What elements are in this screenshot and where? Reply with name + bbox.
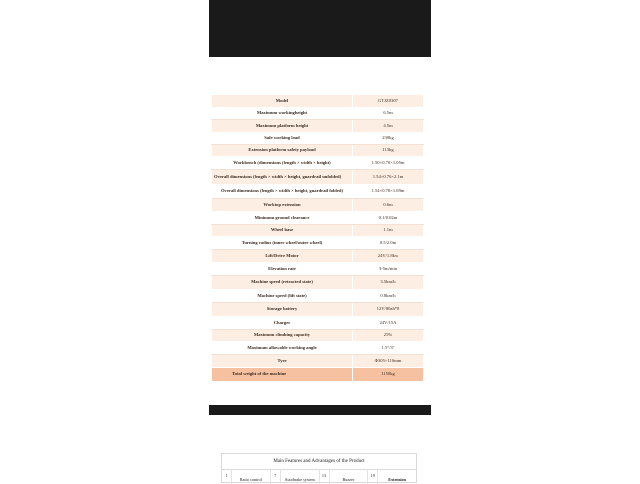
spec-value: 24V/1.8kw (353, 250, 424, 263)
spec-parameter: Turning radius (inner wheel/outer wheel) (212, 237, 353, 250)
spec-value: 230kg (353, 133, 424, 145)
spec-value: 1.1m (353, 225, 424, 237)
spec-value: 24V/15A (353, 317, 424, 330)
spec-row (212, 276, 424, 290)
spec-value: 0.6m (353, 199, 424, 212)
spec-value: 1.50×0.70×1.05m (353, 157, 424, 170)
spec-parameter: Machine speed (lift state) (212, 290, 353, 303)
spec-row (212, 145, 424, 157)
spec-parameter: Elevation rate (212, 263, 353, 276)
spec-parameter: Maximum workingheight (212, 108, 353, 120)
spec-row (212, 108, 424, 120)
spec-value: GTJZ0307 (353, 95, 424, 108)
spec-value: 0.8km/h (353, 290, 424, 303)
spec-value: 1.54×0.76×2.1m (353, 170, 424, 185)
spec-parameter: Safe working load (212, 133, 353, 145)
spec-row (212, 368, 424, 382)
spec-value: 25% (353, 330, 424, 342)
spec-row (212, 250, 424, 263)
spec-row (212, 290, 424, 303)
spec-row (212, 237, 424, 250)
spec-row (212, 330, 424, 342)
spec-row (212, 263, 424, 276)
spec-parameter: Tyre (212, 355, 353, 368)
spec-parameter: Model (212, 95, 353, 108)
feature-number: 13 (320, 470, 330, 484)
spec-parameter: Maximum platform height (212, 120, 353, 133)
spec-parameter: Machine speed (retracted state) (212, 276, 353, 290)
spec-parameter: Worktop extension (212, 199, 353, 212)
image-bottom-dark-band (209, 405, 431, 415)
spec-row (212, 212, 424, 225)
feature-label: Buzzer (330, 470, 369, 484)
spec-row (212, 133, 424, 145)
features-row (222, 470, 416, 484)
spec-parameter: Lift/Drive Motor (212, 250, 353, 263)
spec-value: 4.5m (353, 120, 424, 133)
spec-row (212, 303, 424, 317)
spec-row (212, 199, 424, 212)
feature-label: Extension (388, 477, 406, 482)
spec-parameter: Maximum climbing capacity (212, 330, 353, 342)
spec-row (212, 95, 424, 108)
spec-parameter: Wheel base (212, 225, 353, 237)
spec-value: 12V/80ah*8 (353, 303, 424, 317)
spec-row (212, 342, 424, 355)
spec-value: 0.5/2.0m (353, 237, 424, 250)
spec-row (212, 225, 424, 237)
spec-parameter: Minimum ground clearance (212, 212, 353, 225)
feature-label: Autobrake system (281, 470, 320, 484)
feature-number: 1 (222, 470, 232, 484)
spec-value: 1150kg (353, 368, 424, 382)
spec-parameter: Charger (212, 317, 353, 330)
spec-parameter: Storage battery (212, 303, 353, 317)
spec-parameter: Workbench (dimensions (length × width × height) (212, 157, 353, 170)
spec-value: 3.5km/h (353, 276, 424, 290)
spec-value: 3-5m/min (353, 263, 424, 276)
spec-parameter: Overall dimensions (length × width × height, guardrail folded) (212, 185, 353, 199)
spec-value: Φ305×110mm (353, 355, 424, 368)
spec-value: 6.5m (353, 108, 424, 120)
spec-row (212, 120, 424, 133)
image-top-dark-band (209, 0, 431, 57)
spec-value: 1.5°/3° (353, 342, 424, 355)
spec-value: 0.1/0.02m (353, 212, 424, 225)
feature-number: 19 (368, 470, 378, 484)
features-table (221, 453, 417, 483)
spec-parameter: Extension platform safety payload (212, 145, 353, 157)
spec-value: 113kg (353, 145, 424, 157)
spec-parameter: Total weight of the machine (212, 368, 353, 382)
spec-value: 1.54×0.78×1.69m (353, 185, 424, 199)
spec-row (212, 355, 424, 368)
specifications-table (211, 94, 424, 382)
features-title: Main Features and Advantages of the Product (222, 454, 416, 470)
spec-parameter: Maximum allowable working angle (212, 342, 353, 355)
feature-label: Ratio control (232, 470, 271, 484)
spec-row (212, 170, 424, 185)
feature-number: 7 (271, 470, 281, 484)
spec-row (212, 317, 424, 330)
spec-parameter: Overall dimensions (length × width × height, guardrail unfolded) (212, 170, 353, 185)
spec-row (212, 157, 424, 170)
spec-row (212, 185, 424, 199)
